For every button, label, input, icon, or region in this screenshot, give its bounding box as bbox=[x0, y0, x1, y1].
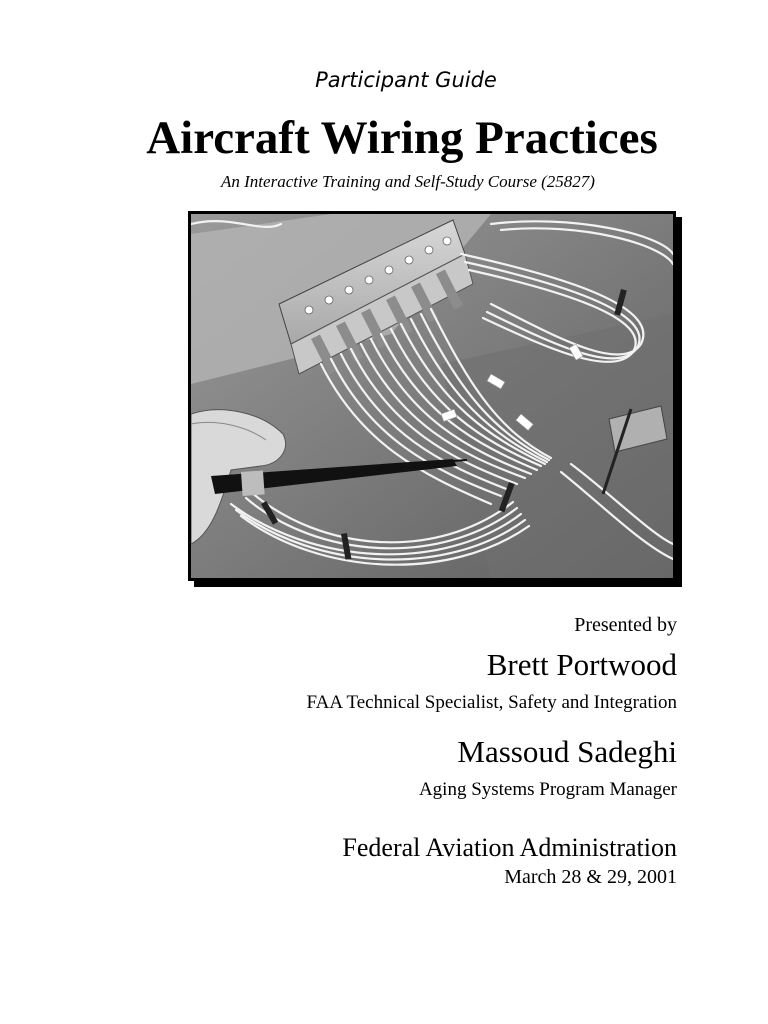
document-kicker: Participant Guide bbox=[315, 68, 497, 92]
document-subtitle: An Interactive Training and Self-Study Course (25827) bbox=[221, 172, 595, 191]
presented-by-label: Presented by bbox=[574, 614, 677, 636]
document-title: Aircraft Wiring Practices bbox=[146, 112, 658, 164]
presenter-role: Aging Systems Program Manager bbox=[418, 779, 677, 800]
wiring-photo-illustration bbox=[191, 214, 673, 578]
presenter-name: Massoud Sadeghi bbox=[457, 734, 677, 769]
cover-photo bbox=[188, 211, 676, 581]
presenter-role: FAA Technical Specialist, Safety and Integration bbox=[306, 692, 677, 713]
event-date: March 28 & 29, 2001 bbox=[504, 866, 677, 888]
presenter-name: Brett Portwood bbox=[486, 647, 677, 682]
organization-name: Federal Aviation Administration bbox=[342, 833, 677, 862]
